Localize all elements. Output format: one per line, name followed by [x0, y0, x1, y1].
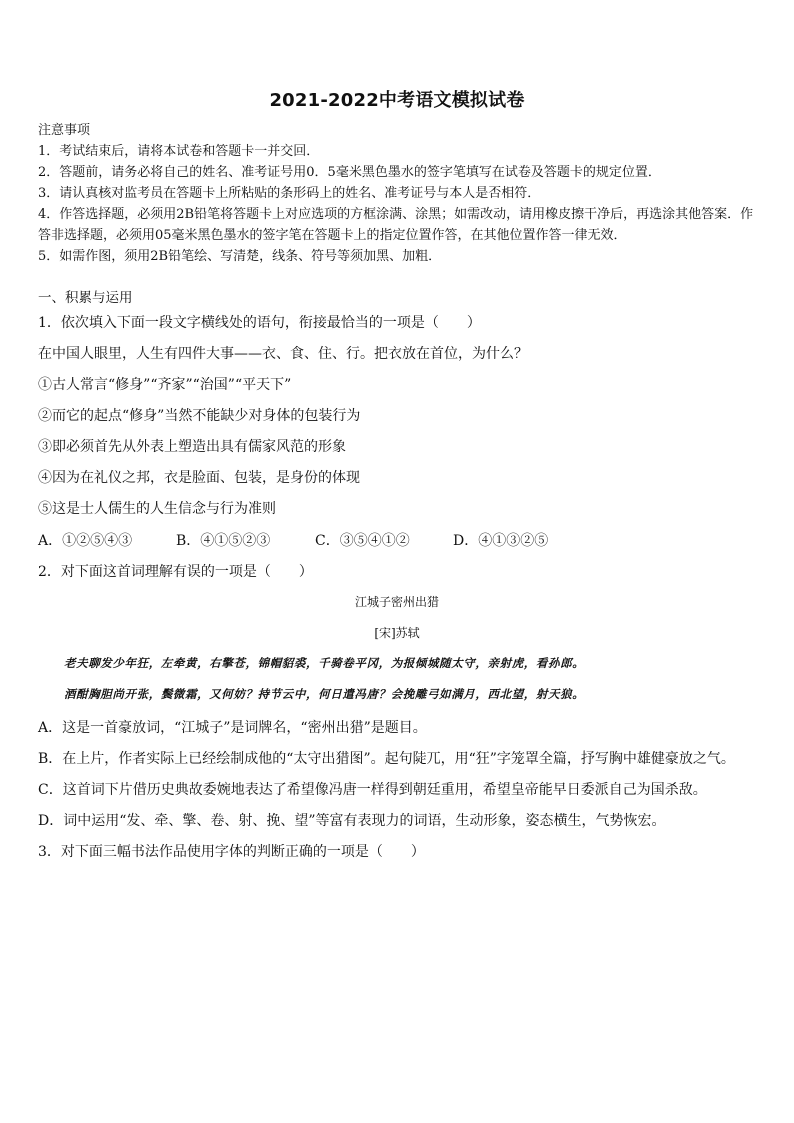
notice-item: 3．请认真核对监考员在答题卡上所粘贴的条形码上的姓名、准考证号与本人是否相符． — [38, 186, 541, 201]
question-1-option-b: B．④①⑤②③ — [176, 533, 271, 549]
exam-title: 2021-2022中考语文模拟试卷 — [269, 90, 525, 111]
question-1-option-a: A．①②⑤④③ — [38, 533, 133, 549]
poem-line: 酒酣胸胆尚开张，鬓微霜，又何妨？持节云中，何日遣冯唐？会挽雕弓如满月，西北望，射天狼。 — [64, 687, 585, 701]
notice-heading: 注意事项 — [38, 123, 91, 138]
question-2-option-b: B．在上片，作者实际上已经绘制成他的“太守出猎图”。起句陡兀，用“狂”字笼罩全篇，抒写胸中雄健豪放之气。 — [38, 751, 735, 767]
question-1-sentence: ④因为在礼仪之邦，衣是脸面、包装，是身份的体现 — [38, 470, 360, 486]
question-1-stem: 1．依次填入下面一段文字横线处的语句，衔接最恰当的一项是（ ） — [38, 315, 481, 331]
question-1-passage: 在中国人眼里，人生有四件大事——衣、食、住、行。把衣放在首位，为什么？ — [38, 346, 528, 362]
question-1-sentence: ③即必须首先从外表上塑造出具有儒家风范的形象 — [38, 439, 346, 455]
question-2-option-d: D．词中运用“发、牵、擎、卷、射、挽、望”等富有表现力的词语，生动形象，姿态横生，气势恢宏。 — [38, 813, 666, 829]
notice-item: 2．答题前，请务必将自己的姓名、准考证号用0．5毫米黑色墨水的签字笔填写在试卷及答题卡的规定位置． — [38, 165, 661, 180]
question-2-stem: 2．对下面这首词理解有误的一项是（ ） — [38, 564, 313, 580]
question-1-option-c: C．③⑤④①② — [315, 533, 410, 549]
question-3-stem: 3．对下面三幅书法作品使用字体的判断正确的一项是（ ） — [38, 844, 425, 860]
question-2-option-a: A．这是一首豪放词，“江城子”是词牌名，“密州出猎”是题目。 — [38, 720, 427, 736]
poem-title: 江城子密州出猎 — [354, 595, 439, 609]
question-1-sentence: ①古人常言“修身”“齐家”“治国”“平天下” — [38, 377, 292, 393]
notice-item: 5．如需作图，须用2B铅笔绘、写清楚，线条、符号等须加黑、加粗． — [38, 249, 442, 264]
poem-author: [宋]苏轼 — [374, 626, 420, 640]
notice-item: 4．作答选择题，必须用2B铅笔将答题卡上对应选项的方框涂满、涂黑；如需改动，请用橡皮擦干净后，再选涂其他答案．作答非选择题，必须用05毫米黑色墨水的签字笔在答题卡上的指定位置作答，在其他位置作答一律无效． — [38, 207, 754, 243]
question-1-sentence: ⑤这是士人儒生的人生信念与行为准则 — [38, 501, 276, 517]
section-heading: 一、积累与运用 — [38, 290, 133, 306]
notice-block — [38, 120, 760, 267]
question-1-sentence: ②而它的起点“修身”当然不能缺少对身体的包装行为 — [38, 408, 361, 424]
question-1-option-d: D．④①③②⑤ — [453, 533, 549, 549]
notice-item: 1．考试结束后，请将本试卷和答题卡一并交回． — [38, 144, 320, 159]
question-2-option-c: C．这首词下片借历史典故委婉地表达了希望像冯唐一样得到朝廷重用，希望皇帝能早日委派自己为国杀敌。 — [38, 782, 707, 798]
poem-line: 老夫聊发少年狂，左牵黄，右擎苍，锦帽貂裘，千骑卷平冈，为报倾城随太守，亲射虎，看孙郎。 — [64, 656, 585, 670]
